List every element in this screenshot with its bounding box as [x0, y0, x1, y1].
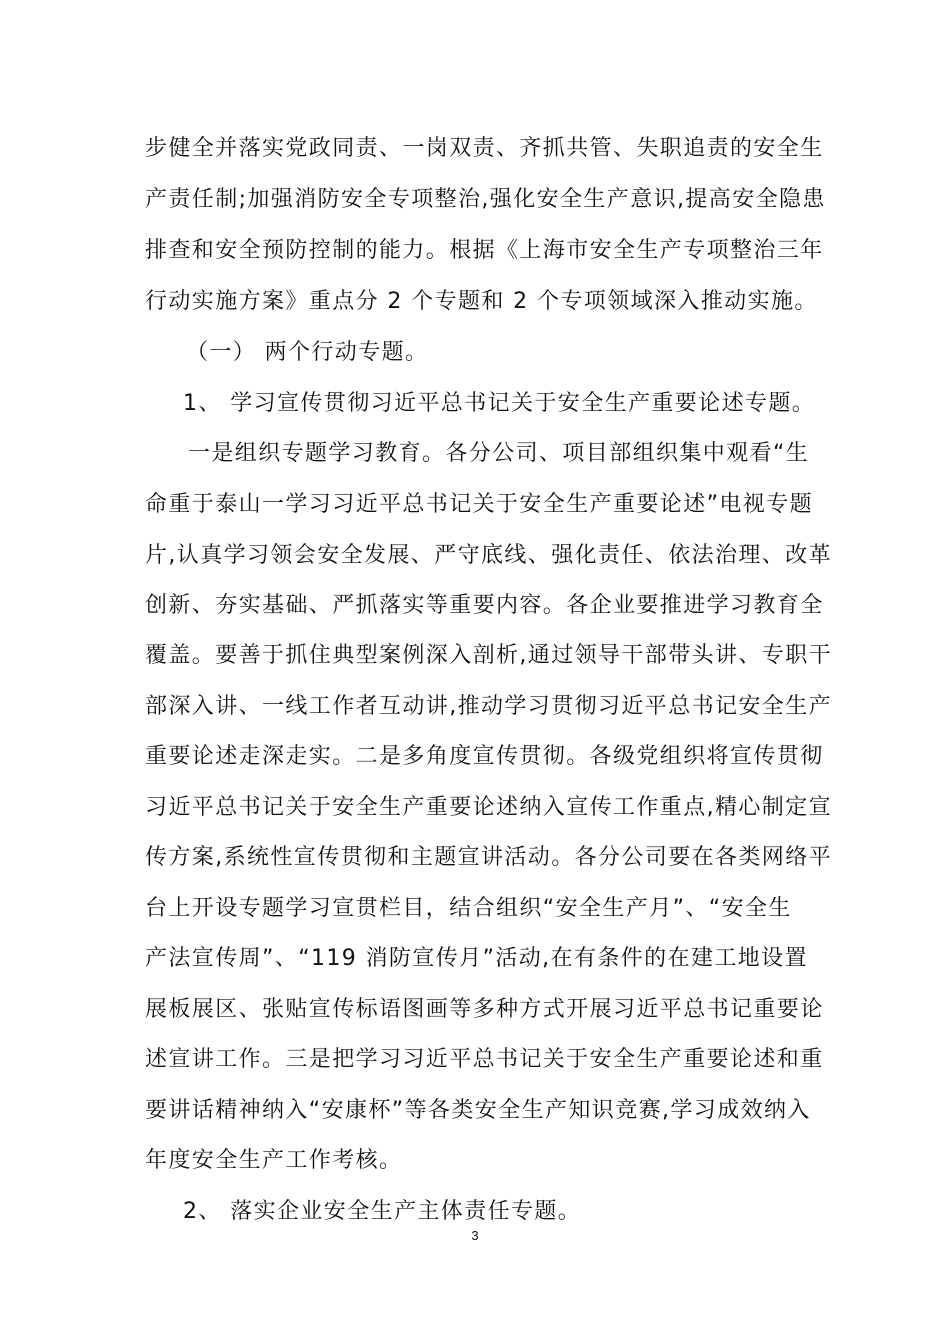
text-line: 台上开设专题学习宣贯栏目，结合组织“安全生产月”、“安全生 [145, 896, 792, 921]
text-line: 行动实施方案》重点分 2 个专题和 2 个专项领域深入推动实施。 [145, 289, 818, 314]
text-line: 述宣讲工作。三是把学习习近平总书记关于安全生产重要论述和重 [145, 1047, 824, 1072]
text-line: 命重于泰山一学习习近平总书记关于安全生产重要论述”电视专题 [145, 492, 813, 517]
text-line: 部深入讲、一线工作者互动讲,推动学习贯彻习近平总书记安全生产 [145, 694, 832, 719]
page-number: 3 [471, 1228, 479, 1243]
text-line: 传方案,系统性宣传贯彻和主题宣讲活动。各分公司要在各类网络平 [145, 845, 832, 870]
text-line: 步健全并落实党政同责、一岗双责、齐抓共管、失职追责的安全生 [145, 136, 824, 161]
text-line: 片,认真学习领会安全发展、严守底线、强化责任、依法治理、改革 [145, 543, 832, 568]
text-line: 排查和安全预防控制的能力。根据《上海市安全生产专项整治三年 [145, 238, 824, 263]
text-line: 要讲话精神纳入“安康杯”等各类安全生产知识竞赛,学习成效纳入 [145, 1098, 811, 1123]
text-line: 覆盖。要善于抓住典型案例深入剖析,通过领导干部带头讲、专职干 [145, 643, 832, 668]
text-line: 年度安全生产工作考核。 [145, 1148, 403, 1173]
text-line: 展板展区、张贴宣传标语图画等多种方式开展习近平总书记重要论 [145, 997, 824, 1022]
text-line: 重要论述走深走实。二是多角度宣传贯彻。各级党组织将宣传贯彻 [145, 744, 824, 769]
text-line: 产法宣传周”、“119 消防宣传月”活动,在有条件的在建工地设置 [145, 946, 808, 971]
subsection-heading: 1、 学习宣传贯彻习近平总书记关于安全生产重要论述专题。 [183, 391, 816, 416]
section-heading: （一） 两个行动专题。 [186, 340, 429, 365]
subsection-heading: 2、 落实企业安全生产主体责任专题。 [183, 1199, 582, 1224]
text-line: 产责任制;加强消防安全专项整治,强化安全生产意识,提高安全隐患 [145, 187, 826, 212]
text-line: 习近平总书记关于安全生产重要论述纳入宣传工作重点,精心制定宣 [145, 795, 832, 820]
text-line: 创新、夯实基础、严抓落实等重要内容。各企业要推进学习教育全 [145, 593, 824, 618]
text-line: 一是组织专题学习教育。各分公司、项目部组织集中观看“生 [188, 441, 810, 466]
